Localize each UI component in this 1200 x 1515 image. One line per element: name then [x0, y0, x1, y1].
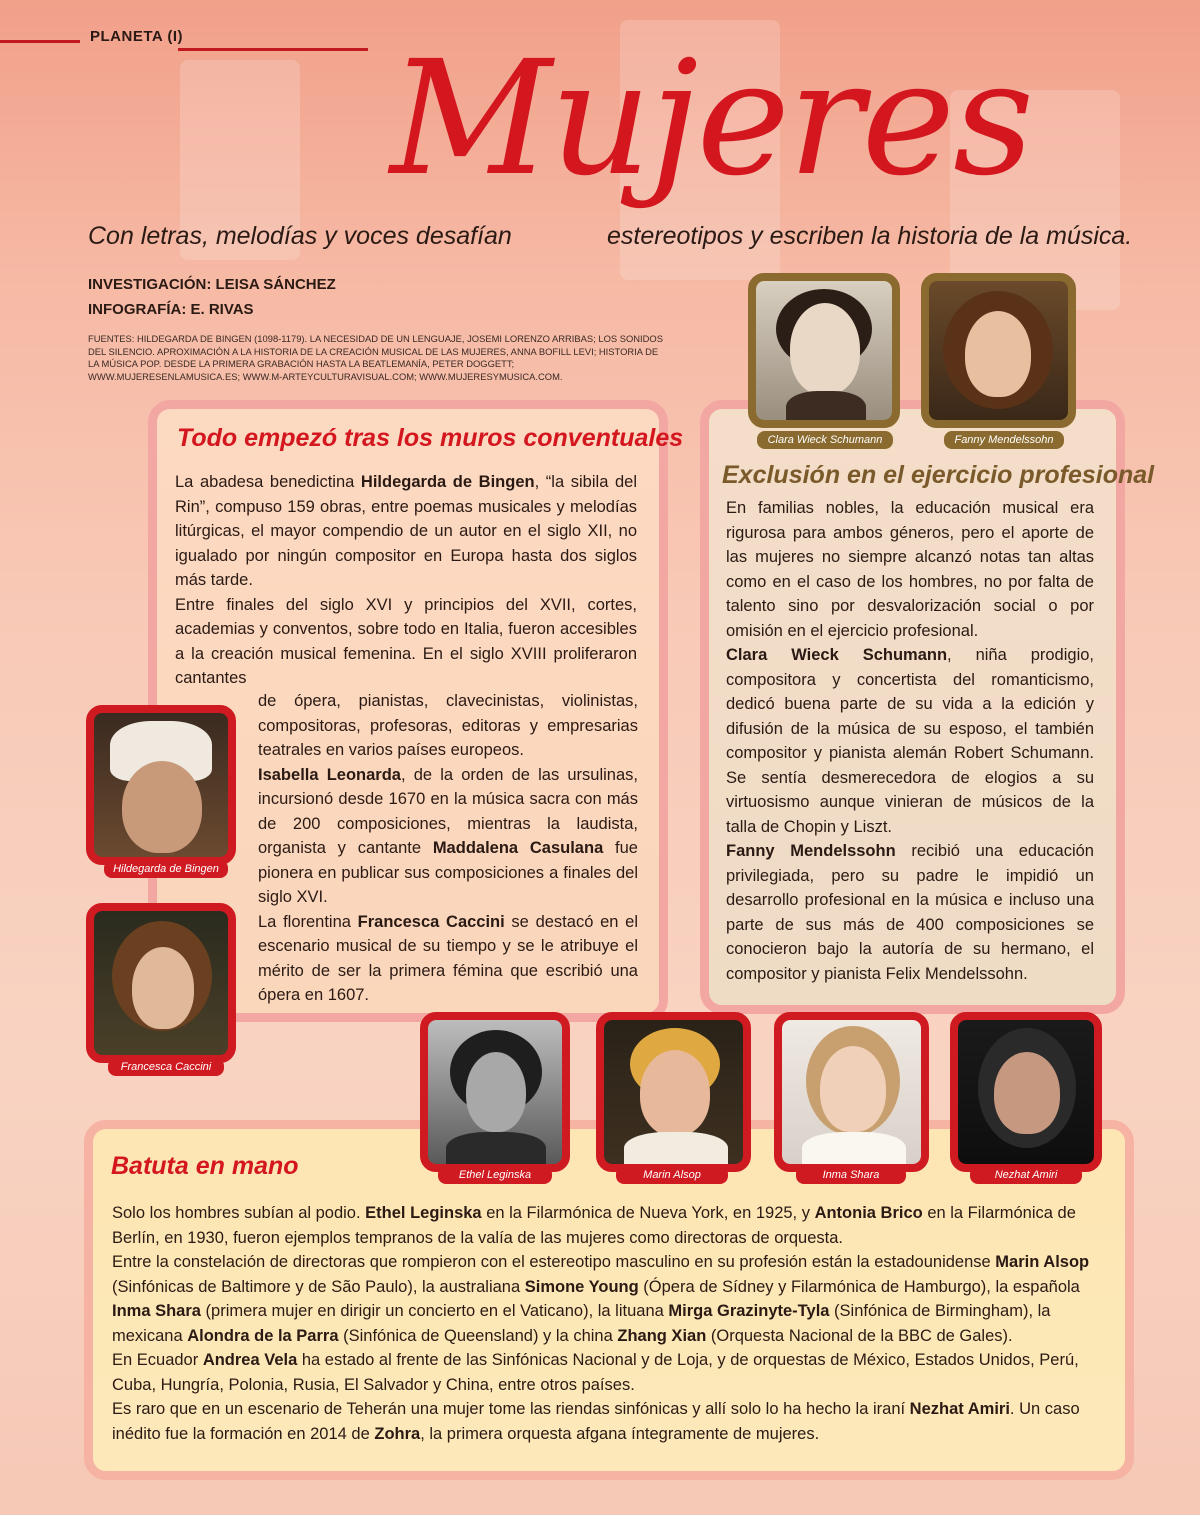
- caption-hildegarda: Hildegarda de Bingen: [104, 860, 228, 878]
- section-rule: [0, 40, 80, 43]
- credit-research: INVESTIGACIÓN: LEISA SÁNCHEZ: [88, 276, 336, 293]
- section-rule: [178, 48, 368, 51]
- caption-fanny: Fanny Mendelssohn: [944, 431, 1064, 449]
- portrait-clara: [748, 273, 900, 428]
- sources-note: FUENTES: HILDEGARDA DE BINGEN (1098-1179). LA NECESIDAD DE UN LENGUAJE, JOSEMI LORENZO ARRIBAS; LOS SONIDOS DEL SILENCIO. APROXIMACIÓN A LA HISTORIA DE LA CREACIÓN MUSICAL DE LAS MUJERES, ANNA BOFILL LEVI; HISTORIA DE LA MÚSICA POP. DESDE LA PRIMERA GRABACIÓN HASTA LA BEATLEMANÍA, PETER DOGGETT; WWW.MUJERESENLAMUSICA.ES; WWW.M-ARTEYCULTURAVISUAL.COM; WWW.MUJERESYMUSICA.COM.: [88, 333, 663, 382]
- portrait-inma: [774, 1012, 929, 1172]
- subtitle-left: Con letras, melodías y voces desafían: [88, 222, 512, 250]
- caption-clara: Clara Wieck Schumann: [757, 431, 893, 449]
- heading-batuta: Batuta en mano: [111, 1152, 299, 1180]
- portrait-ethel: [420, 1012, 570, 1172]
- portrait-hildegarda: [86, 705, 236, 865]
- portrait-nezhat: [950, 1012, 1102, 1172]
- caption-inma: Inma Shara: [796, 1166, 906, 1184]
- subtitle-right: estereotipos y escriben la historia de la música.: [607, 222, 1133, 250]
- caption-nezhat: Nezhat Amiri: [970, 1166, 1082, 1184]
- credit-infographic: INFOGRAFÍA: E. RIVAS: [88, 301, 254, 318]
- portrait-fanny: [921, 273, 1076, 428]
- heading-conventos: Todo empezó tras los muros conventuales: [177, 424, 684, 452]
- page-title: Mujeres: [390, 27, 1033, 211]
- heading-exclusion: Exclusión en el ejercicio profesional: [722, 461, 1155, 489]
- caption-ethel: Ethel Leginska: [438, 1166, 552, 1184]
- portrait-francesca: [86, 903, 236, 1063]
- section-tag: PLANETA (I): [90, 28, 183, 45]
- caption-francesca: Francesca Caccini: [108, 1058, 224, 1076]
- caption-marin: Marin Alsop: [616, 1166, 728, 1184]
- text-batuta: Solo los hombres subían al podio. Ethel Leginska en la Filarmónica de Nueva York, en 1925, y Antonia Brico en la Filarmónica de Berlín, en 1930, fueron ejemplos tempranos de la valía de las mujeres como directoras de orquesta. Entre la constelación de directoras que rompieron con el estereotipo masculino en su profesión están la estadounidense Marin Alsop (Sinfónicas de Baltimore y de São Paulo), la australiana Simone Young (Ópera de Sídney y Filarmónica de Hamburgo), la española Inma Shara (primera mujer en dirigir un concierto en el Vaticano), la lituana Mirga Grazinyte-Tyla (Sinfónica de Birmingham), la mexicana Alondra de la Parra (Sinfónica de Queensland) y la china Zhang Xian (Orquesta Nacional de la BBC de Gales). En Ecuador Andrea Vela ha estado al frente de las Sinfónicas Nacional y de Loja, y de orquestas de México, Estados Unidos, Perú, Cuba, Hungría, Polonia, Rusia, El Salvador y China, entre otros países. Es raro que en un escenario de Teherán una mujer tome las riendas sinfónicas y allí solo lo ha hecho la iraní Nezhat Amiri. Un caso inédito fue la formación en 2014 de Zohra, la primera orquesta afgana íntegramente de mujeres.: [112, 1204, 1090, 1443]
- text-conventos-intro: La abadesa benedictina Hildegarda de Bingen, “la sibila del Rin”, compuso 159 obras, entre poemas musicales y melodías litúrgicas, el mayor compendio de un autor en el siglo XII, no igualado por ningún compositor en Europa hasta dos siglos más tarde. Entre finales del siglo XVI y principios del XVII, cortes, academias y conventos, sobre todo en Italia, fueron accesibles a la creación musical femenina. En el siglo XVIII proliferaron cantantes: [175, 473, 638, 687]
- text-exclusion: En familias nobles, la educación musical era rigurosa para ambos géneros, pero el aporte de las mujeres no siempre alcanzó notas tan altas como en el caso de los hombres, no por falta de talento sino por desvalorización social o por omisión en el ejercicio profesional. Clara Wieck Schumann, niña prodigio, compositora y concertista del romanticismo, dedicó buena parte de su vida a la edición y difusión de la música de su esposo, el también compositor y pianista alemán Robert Schumann. Se sentía desmerecedora de elogios a su virtuosismo aunque vinieran de músicos de la talla de Chopin y Liszt. Fanny Mendelssohn recibió una educación privilegiada, pero su padre le impidió un desarrollo profesional en la música e incluso una parte de sus más de 400 composiciones se conocieron bajo la autoría de su hermano, el compositor y pianista Felix Mendelssohn.: [726, 499, 1094, 983]
- portrait-marin: [596, 1012, 751, 1172]
- text-conventos-body: de ópera, pianistas, clavecinistas, violinistas, compositoras, profesoras, editoras y empresarias teatrales en varios países europeos. Isabella Leonarda, de la orden de las ursulinas, incursionó desde 1670 en la música sacra con más de 200 composiciones, mientras la laudista, organista y cantante Maddalena Casulana fue pionera en publicar sus composiciones a finales del siglo XVI. La florentina Francesca Caccini se destacó en el escenario musical de su tiempo y se le atribuye el mérito de ser la primera fémina que escribió una ópera en 1607.: [258, 692, 638, 1004]
